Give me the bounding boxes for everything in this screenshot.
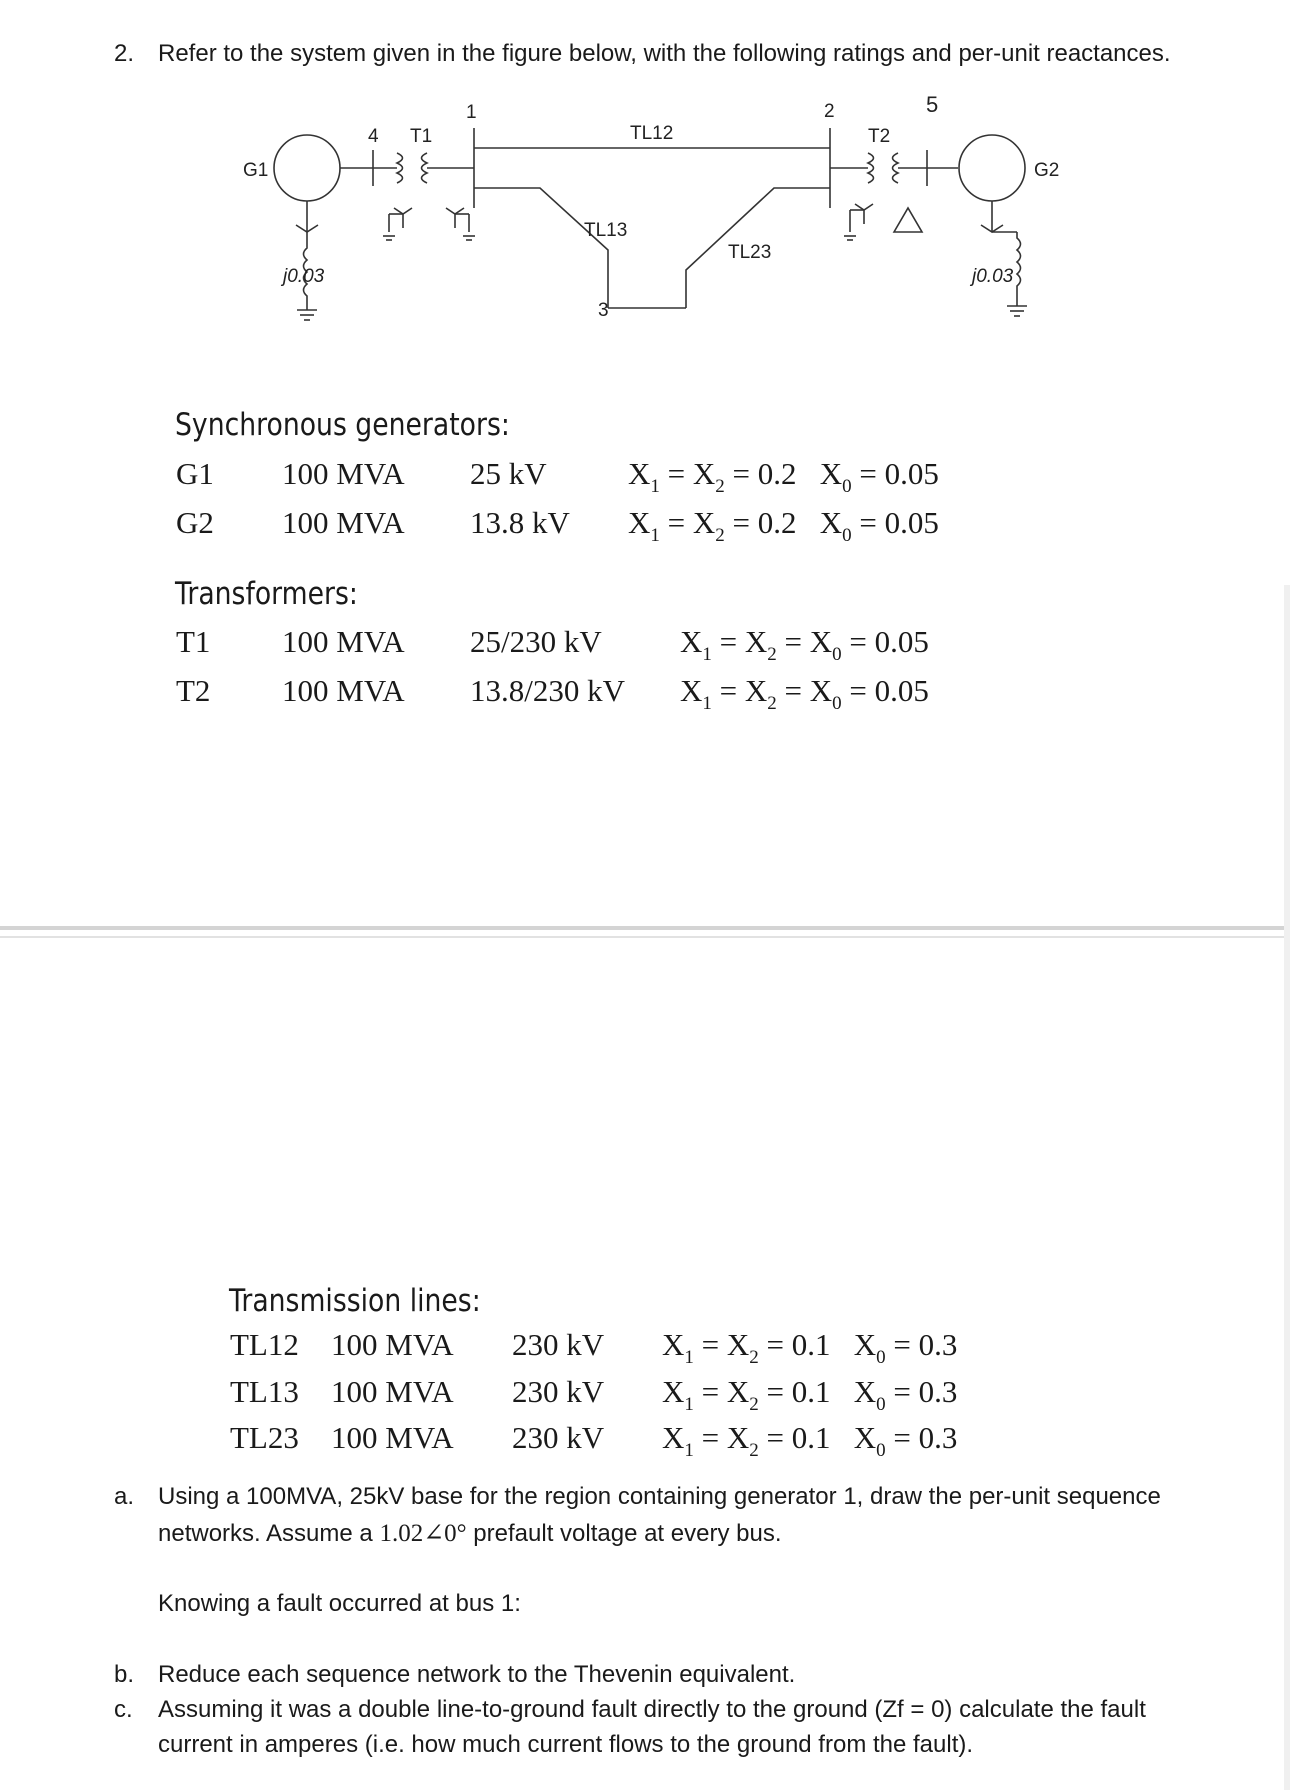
xfmr-row-t2-name: T2	[176, 673, 211, 708]
line-row-tl23-name: TL23	[230, 1420, 299, 1455]
question-number: 2.	[114, 40, 135, 67]
part-a-line1: Using a 100MVA, 25kV base for the region containing generator 1, draw the per-unit sequence	[158, 1483, 1161, 1510]
line-tl13-label: TL13	[584, 220, 628, 241]
line-tl12-label: TL12	[630, 123, 674, 144]
generators-heading: Synchronous generators:	[175, 407, 510, 443]
line-row-tl12-voltage: 230 kV	[512, 1327, 605, 1362]
gen-row-g2-reactance: $X_1 = X_2 = 0.2$ $X_0 = 0.05$	[628, 505, 939, 546]
xfmr-row-t2-voltage: 13.8/230 kV	[470, 673, 625, 708]
xfmr-row-t1-reactance: $X_1 = X_2 = X_0 = 0.05$	[680, 624, 929, 665]
generator-g2-label: G2	[1034, 160, 1060, 181]
transformer-t1-primary	[397, 153, 403, 183]
gen-row-g1-rating: 100 MVA	[282, 456, 405, 491]
line-row-tl12-rating: 100 MVA	[331, 1327, 454, 1362]
line-row-tl23-rating: 100 MVA	[331, 1420, 454, 1455]
transformer-t1-label: T1	[410, 126, 433, 147]
line-row-tl12-name: TL12	[230, 1327, 299, 1362]
prefault-voltage: 1.02∠0°	[379, 1520, 467, 1547]
page-separator-secondary	[0, 936, 1290, 938]
generator-g1-symbol	[274, 135, 340, 201]
bus-5-label: 5	[926, 92, 939, 117]
line-row-tl23-voltage: 230 kV	[512, 1420, 605, 1455]
part-a-line2: networks. Assume a 1.02∠0° prefault voltage at every bus.	[158, 1520, 782, 1547]
generator-g2-symbol	[959, 135, 1025, 201]
gen-row-g2-voltage: 13.8 kV	[470, 505, 570, 540]
transformers-heading: Transformers:	[175, 576, 358, 612]
grounding-impedance-right: j0.03	[972, 266, 1014, 287]
line-row-tl13-rating: 100 MVA	[331, 1374, 454, 1409]
right-page-edge	[1284, 585, 1290, 1790]
line-tl23-label: TL23	[728, 242, 772, 263]
gen-row-g1-name: G1	[176, 456, 214, 491]
gen-row-g1-reactance: $X_1 = X_2 = 0.2$ $X_0 = 0.05$	[628, 456, 939, 497]
transformer-t1-secondary	[422, 153, 428, 183]
xfmr-row-t1-name: T1	[176, 624, 211, 659]
line-row-tl13-voltage: 230 kV	[512, 1374, 605, 1409]
part-b-text: Reduce each sequence network to the Thevenin equivalent.	[158, 1661, 796, 1688]
delta-winding	[894, 208, 922, 232]
generator-g1-label: G1	[243, 160, 269, 181]
bus-1-label: 1	[466, 102, 477, 123]
transformer-t2-label: T2	[868, 126, 891, 147]
line-row-tl13-reactance: $X_1 = X_2 = 0.1$ $X_0 = 0.3$	[662, 1374, 958, 1415]
bus-2-label: 2	[824, 101, 835, 122]
line-row-tl23-reactance: $X_1 = X_2 = 0.1$ $X_0 = 0.3$	[662, 1420, 958, 1461]
part-c-line2: current in amperes (i.e. how much current flows to the ground from the fault).	[158, 1731, 974, 1758]
line-row-tl12-reactance: $X_1 = X_2 = 0.1$ $X_0 = 0.3$	[662, 1327, 958, 1368]
xfmr-row-t2-reactance: $X_1 = X_2 = X_0 = 0.05$	[680, 673, 929, 714]
xfmr-row-t1-voltage: 25/230 kV	[470, 624, 602, 659]
question-intro: Refer to the system given in the figure below, with the following ratings and per-unit reactances.	[158, 40, 1171, 67]
one-line-diagram	[0, 85, 1290, 345]
part-b-label: b.	[114, 1661, 135, 1688]
gen-row-g2-rating: 100 MVA	[282, 505, 405, 540]
grounding-impedance-left: j0.03	[283, 266, 325, 287]
grounding-coil-right	[1017, 232, 1021, 292]
page-separator	[0, 926, 1290, 930]
xfmr-row-t2-rating: 100 MVA	[282, 673, 405, 708]
transformer-t2-secondary	[893, 153, 899, 183]
bus-3-label: 3	[598, 300, 609, 321]
fault-note: Knowing a fault occurred at bus 1:	[158, 1590, 521, 1617]
part-c-label: c.	[114, 1696, 133, 1723]
part-a-label: a.	[114, 1483, 135, 1510]
part-c-line1: Assuming it was a double line-to-ground fault directly to the ground (Zf = 0) calculate the fault	[158, 1696, 1146, 1723]
xfmr-row-t1-rating: 100 MVA	[282, 624, 405, 659]
line-tl13	[474, 188, 608, 308]
lines-heading: Transmission lines:	[229, 1283, 481, 1319]
line-row-tl13-name: TL13	[230, 1374, 299, 1409]
gen-row-g1-voltage: 25 kV	[470, 456, 547, 491]
transformer-t2-primary	[868, 153, 874, 183]
bus-4-label: 4	[368, 126, 379, 147]
gen-row-g2-name: G2	[176, 505, 214, 540]
